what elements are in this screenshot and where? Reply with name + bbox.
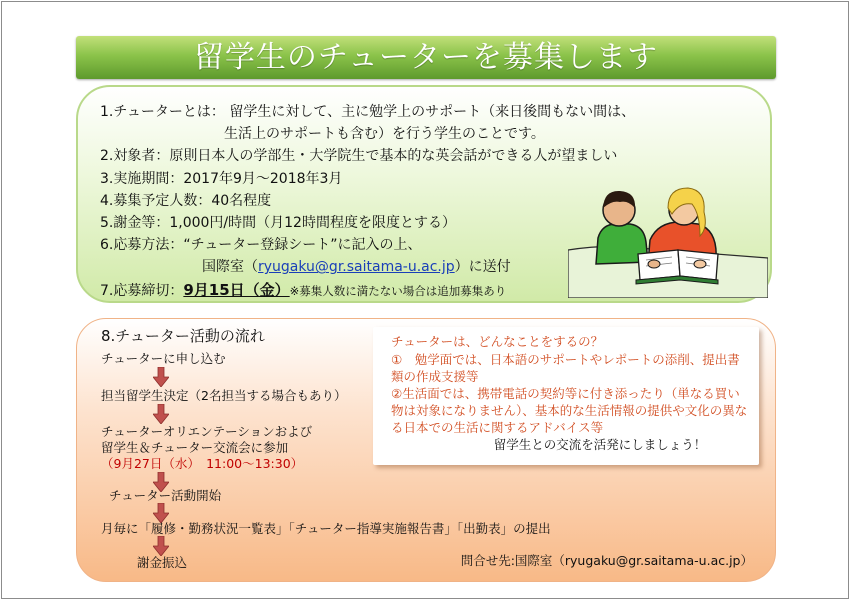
flow-step-start: チューター活動開始 [109, 488, 222, 503]
flow-step-apply: チューターに申し込む [101, 351, 226, 366]
info-item-compensation: 5.謝金等：1,000円/時間（月12時間程度を限度とする） [100, 215, 456, 232]
flow-step-orientation-cont: 留学生＆チューター交流会に参加 [101, 440, 289, 455]
info-list [100, 101, 635, 302]
info-item-tutor-definition-cont: 生活上のサポートも含む）を行う学生のことです。 [224, 126, 545, 143]
tutor-description-box [373, 327, 759, 465]
title-banner [76, 36, 776, 79]
info-item-deadline [100, 279, 635, 302]
flow-panel [76, 318, 776, 582]
down-arrow-icon [153, 536, 169, 556]
flow-heading: 8.チューター活動の流れ [101, 327, 265, 345]
deadline-note: ※募集人数に満たない場合は追加募集あり [289, 283, 507, 298]
students-reading-illustration [568, 180, 768, 298]
deadline-date: 9月15日（金） [183, 280, 290, 299]
address-suffix: ）に送付 [454, 259, 511, 276]
info-item-application-method: 6.応募方法：“チューター登録シート”に記入の上、 [100, 237, 422, 254]
tutor-box-closing: 留学生との交流を活発にしましょう！ [493, 437, 707, 452]
down-arrow-icon [153, 367, 169, 387]
down-arrow-icon [153, 503, 169, 523]
contact-info: 問合せ先:国際室（ryugaku@gr.saitama-u.ac.jp） [460, 553, 753, 568]
info-item-eligibility: 2.対象者：原則日本人の学部生・大学院生で基本的な英会話ができる人が望ましい [100, 148, 618, 165]
down-arrow-icon [153, 404, 169, 424]
flow-step-orientation: チューターオリエンテーションおよび [101, 424, 313, 439]
info-item-tutor-definition: 1.チューターとは： 留学生に対して、主に勉学上のサポート（来日後間もない間は、 [100, 104, 636, 120]
info-item-headcount: 4.募集予定人数：40名程度 [100, 192, 272, 209]
flow-step-assignment: 担当留学生決定（2名担当する場合もあり） [101, 388, 347, 403]
flow-step-payment: 謝金振込 [137, 555, 188, 570]
tutor-box-question: チューターは、どんなことをするの？ [391, 334, 604, 349]
flow-step-monthly-report: 月毎に「履修・勤務状況一覧表」「チューター指導実施報告書」「出勤表」の提出 [101, 521, 551, 536]
info-item-application-address [100, 256, 635, 278]
flow-step-orientation-date: （9月27日（水） 11:00～13:30） [101, 456, 304, 471]
tutor-box-study-support: ① 勉学面では、日本語のサポートやレポートの添削、提出書類の作成支援等 [391, 352, 740, 384]
address-prefix: 国際室（ [202, 259, 258, 276]
deadline-label: 7.応募締切： [100, 282, 184, 299]
page-title: 留学生のチューターを募集します [193, 40, 659, 75]
info-item-period: 3.実施期間：2017年9月～2018年3月 [100, 170, 343, 187]
email-link[interactable]: ryugaku@gr.saitama-u.ac.jp [258, 259, 455, 276]
tutor-box-life-support: ②生活面では、携帯電話の契約等に付き添ったり（単なる買い物は対象になりません）、基本的な生活情報の提供や文化の異なる日本での生活に関するアドバイス等 [391, 386, 748, 435]
